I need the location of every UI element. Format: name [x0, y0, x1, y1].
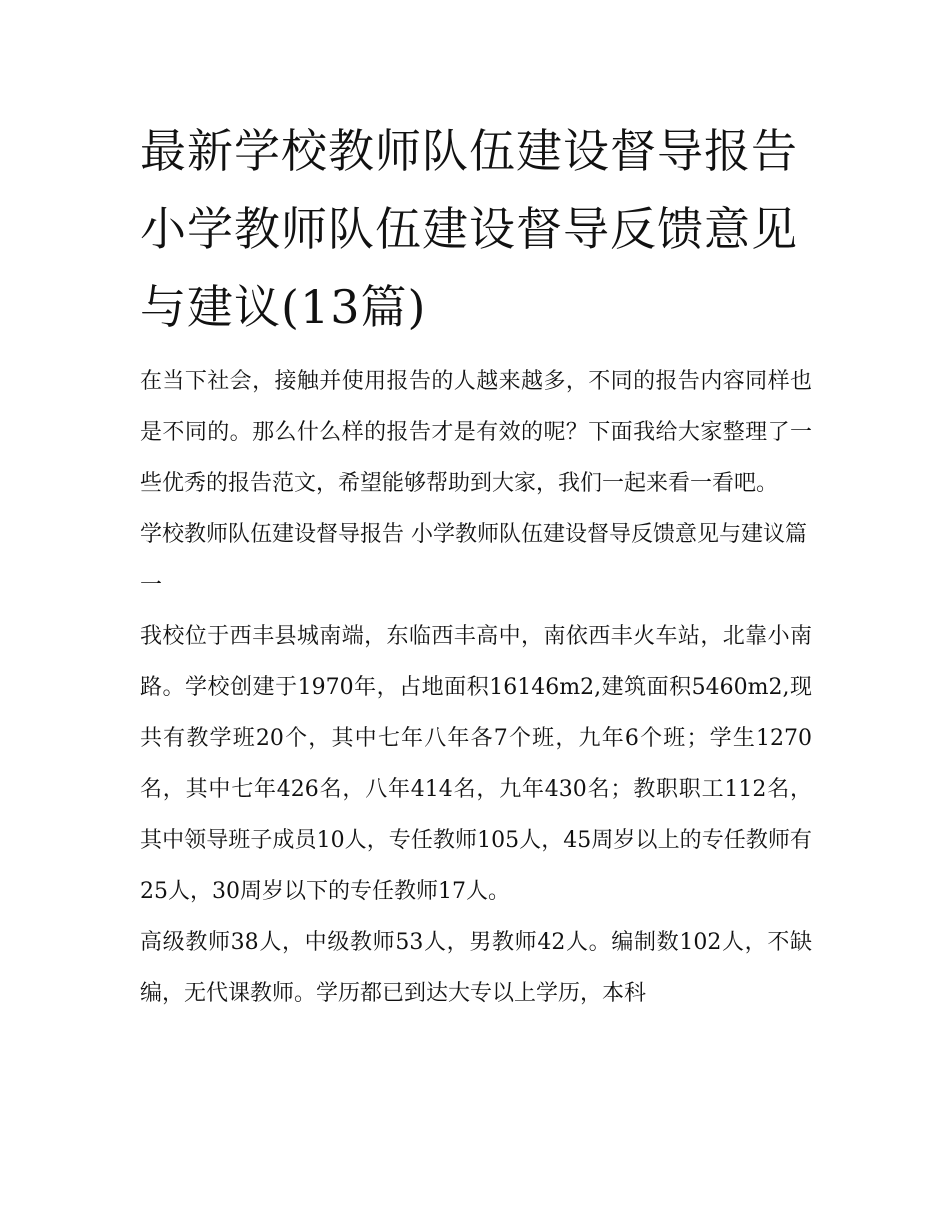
body-paragraph-2: 高级教师38人，中级教师53人，男教师42人。编制数102人，不缺编，无代课教师。学历都已到达大专以上学历，本科: [140, 930, 812, 1006]
document-page: [140, 112, 812, 1019]
section-heading: 学校教师队伍建设督导报告 小学教师队伍建设督导反馈意见与建议篇一: [140, 522, 807, 598]
title-spacer: [140, 346, 812, 356]
document-title: 最新学校教师队伍建设督导报告 小学教师队伍建设督导反馈意见与建议(13篇): [140, 124, 798, 334]
intro-paragraph: 在当下社会，接触并使用报告的人越来越多，不同的报告内容同样也是不同的。那么什么样的报告才是有效的呢？下面我给大家整理了一些优秀的报告范文，希望能够帮助到大家，我们一起来看一看吧。: [140, 369, 812, 496]
body-paragraph-1: 我校位于西丰县城南端，东临西丰高中，南依西丰火车站，北靠小南路。学校创建于1970年，占地面积16146m2,建筑面积5460m2,现共有教学班20个，其中七年八年各7个班，九年6个班；学生1270名，其中七年426名，八年414名，九年430名；教职职工112名，其中领导班子成员10人，专任教师105人，45周岁以上的专任教师有25人，30周岁以下的专任教师17人。: [140, 624, 812, 904]
